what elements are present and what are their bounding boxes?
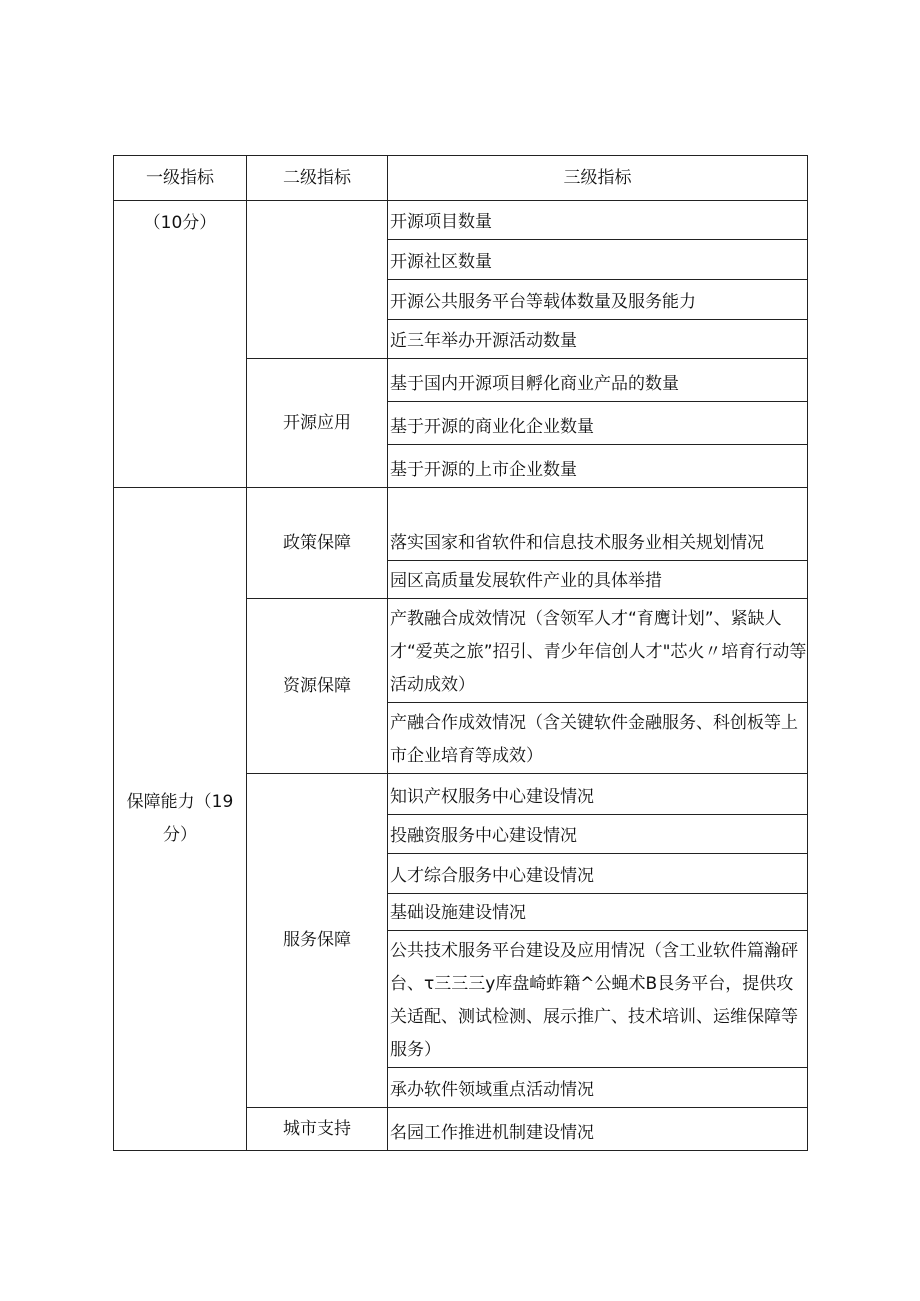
- level3-cell: 近三年举办开源活动数量: [388, 320, 808, 359]
- table-row: [114, 488, 808, 561]
- header-level1: 一级指标: [114, 156, 247, 201]
- indicator-table: [113, 155, 808, 1151]
- level3-cell: 公共技术服务平台建设及应用情况（含工业软件篇瀚砰台、τ三三三y库盘崎蚱籍^公蝇术B艮务平台，提供攻关适配、测试检测、展示推广、技术培训、运维保障等服务）: [388, 931, 808, 1068]
- level2-cell: 开源应用: [247, 359, 388, 488]
- level3-cell: 落实国家和省软件和信息技术服务业相关规划情况: [388, 488, 808, 561]
- level3-cell: 名园工作推进机制建设情况: [388, 1108, 808, 1151]
- header-row: [114, 156, 808, 201]
- level1-cell: （10分）: [114, 201, 247, 488]
- level2-cell: 服务保障: [247, 774, 388, 1108]
- level3-cell: 知识产权服务中心建设情况: [388, 774, 808, 815]
- level3-cell: 人才综合服务中心建设情况: [388, 854, 808, 894]
- level3-cell: 基于国内开源项目孵化商业产品的数量: [388, 359, 808, 402]
- level3-cell: 产教融合成效情况（含领军人才“育鹰计划”、紧缺人才“爱英之旅”招引、青少年信创人才"芯火〃培育行动等活动成效）: [388, 599, 808, 703]
- level3-cell: 开源项目数量: [388, 201, 808, 240]
- level2-cell-empty: [247, 201, 388, 359]
- table-row: [114, 201, 808, 240]
- level3-cell: 基于开源的商业化企业数量: [388, 402, 808, 445]
- level2-cell: 资源保障: [247, 599, 388, 774]
- level1-cell: 保障能力（19分）: [114, 488, 247, 1151]
- level3-cell: 承办软件领域重点活动情况: [388, 1068, 808, 1108]
- level3-cell: 开源公共服务平台等载体数量及服务能力: [388, 280, 808, 320]
- level3-cell: 产融合作成效情况（含关键软件金融服务、科创板等上市企业培育等成效）: [388, 703, 808, 774]
- level3-cell: 开源社区数量: [388, 240, 808, 280]
- level3-cell: 投融资服务中心建设情况: [388, 815, 808, 854]
- level3-cell: 基于开源的上市企业数量: [388, 445, 808, 488]
- level2-cell: 政策保障: [247, 488, 388, 599]
- level3-cell: 园区高质量发展软件产业的具体举措: [388, 561, 808, 599]
- header-level2: 二级指标: [247, 156, 388, 201]
- level2-cell: 城市支持: [247, 1108, 388, 1151]
- level3-cell: 基础设施建设情况: [388, 894, 808, 931]
- header-level3: 三级指标: [388, 156, 808, 201]
